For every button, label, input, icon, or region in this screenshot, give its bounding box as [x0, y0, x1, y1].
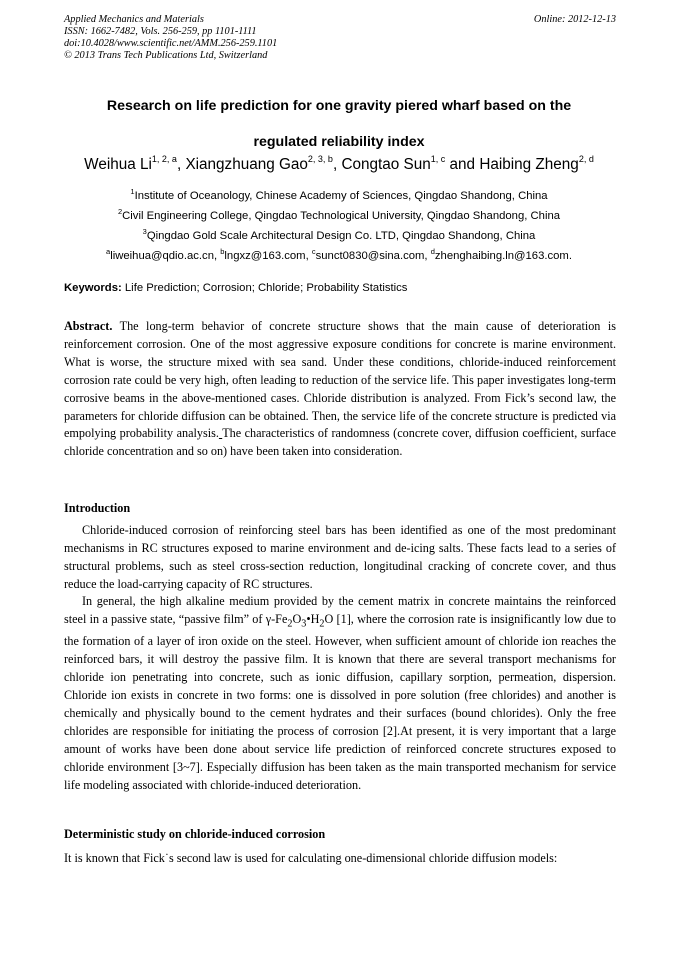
author-sup: 2, 3, b — [307, 154, 333, 164]
affiliation — [20, 186, 658, 206]
abstract-label: Abstract. — [64, 319, 113, 333]
abstract-text-cont: The characteristics of randomness (concrete cover, diffusion coefficient, surface chloride concentration and so on) have been taken into consideration. — [64, 426, 616, 459]
section-heading-introduction: Introduction — [64, 501, 131, 515]
author-separator: , — [176, 156, 186, 173]
email-sup: b — [220, 247, 225, 256]
title-line-1: Research on life prediction for one gravity piered wharf based on the — [106, 98, 572, 114]
keywords — [64, 280, 616, 296]
author-separator: , — [332, 156, 342, 173]
affiliation-text: Institute of Oceanology, Chinese Academy of Sciences, Qingdao Shandong, China — [134, 190, 548, 202]
affiliation-number: 3 — [142, 227, 147, 236]
author-name: Congtao Sun — [341, 156, 431, 173]
email-sup: d — [430, 247, 435, 256]
section-heading-deterministic: Deterministic study on chloride-induced corrosion — [64, 827, 326, 841]
email-address: lngxz@163.com, — [224, 250, 312, 262]
author-name: Weihua Li — [84, 156, 152, 173]
email-sup: a — [106, 247, 111, 256]
affiliation-text: Qingdao Gold Scale Architectural Design Co. LTD, Qingdao Shandong, China — [146, 230, 536, 242]
intro-paragraph-2 — [64, 593, 616, 794]
email-address: liweihua@qdio.ac.cn, — [110, 250, 221, 262]
email-address: sunct0830@sina.com, — [315, 250, 431, 262]
author-name: Xiangzhuang Gao — [185, 156, 308, 173]
subscript: 2 — [319, 618, 325, 630]
email-sup: c — [311, 247, 316, 256]
affiliation-number: 1 — [130, 187, 135, 196]
title-line-2: regulated reliability index — [253, 134, 425, 150]
email-list — [20, 246, 658, 266]
abstract — [64, 318, 616, 461]
paper-title — [40, 88, 638, 160]
affiliation — [20, 226, 658, 246]
keywords-label: Keywords: — [64, 282, 122, 294]
intro-p2-text: O [1], where the corrosion rate is insignificantly low due to the formation of a layer of iron oxide on the steel. However, when sufficient amount of chloride ion reaches the reinforced bars, it will destroy the passive film. It is known that there are several transport mechanisms for chloride ion penetrating into concrete, such as ionic diffusion, capillary sorption, permeation, dispersion. Chloride ion exists in concrete in two forms: one is dissolved in pore solution (free chlorides) and another is chemically and physically bound to the cement hydrates and their surfaces (bound chlorides). Only the free chlorides are responsible for initiating the process of corrosion [2].At present, it is very important that a large amount of works have been done about service life prediction of reinforced concrete structures exposed to chloride environment [3~7]. Especially diffusion has been taken as the main transported mechanism for service life modeling associated with chloride-induced deterioration. — [64, 611, 616, 792]
affiliation-text: Civil Engineering College, Qingdao Technological University, Qingdao Shandong, China — [122, 210, 561, 222]
author-name: Haibing Zheng — [479, 156, 579, 173]
author-sup: 1, c — [430, 154, 446, 164]
doi-line: doi:10.4028/www.scientific.net/AMM.256-259.1101 — [64, 38, 278, 49]
author-sup: 2, d — [578, 154, 594, 164]
journal-name: Applied Mechanics and Materials — [64, 14, 204, 25]
section2-paragraph-1: It is known that Fick˙s second law is used for calculating one-dimensional chloride diffusion models: — [64, 851, 558, 865]
online-date: Online: 2012-12-13 — [533, 14, 616, 25]
abstract-text: The long-term behavior of concrete structure shows that the main cause of deterioration is reinforcement corrosion. One of the most aggressive exposure conditions for concrete is marine environment. What is worse, the structure mixed with sea sand. Under these conditions, chloride-induced reinforcement corrosion rate could be very high, often leading to reduction of the service life. This paper investigates long-term corrosive beams in the above-mentioned cases. Chloride distribution is analyzed. From Fick’s second law, the parameters for chloride diffusion can be obtained. Then, the service life of the concrete structure is predicted via empolying probability analysis. — [64, 319, 616, 441]
journal-header — [64, 14, 616, 62]
intro-p2-text: In general, the high alkaline medium provided by the cement matrix in concrete maintains the reinforced steel in a passive state, “passive film” of γ-Fe — [64, 594, 616, 626]
subscript: 3 — [301, 618, 307, 630]
affiliations — [20, 186, 658, 266]
author-sup: 1, 2, a — [151, 154, 177, 164]
affiliation-number: 2 — [117, 207, 123, 216]
intro-paragraph-1: Chloride-induced corrosion of reinforcing steel bars has been identified as one of the most predominant mechanisms in RC structures exposed to marine environment and de-icing salts. These facts lead to a series of structural problems, such as steel cross-section reduction, longitudinal cracking of concrete cover, and thus reduce the load-carrying capacity of RC structures. — [64, 523, 616, 591]
keywords-text: Life Prediction; Corrosion; Chloride; Probability Statistics — [121, 282, 408, 294]
subscript: 2 — [287, 618, 293, 630]
intro-p2-text: O — [292, 611, 302, 626]
author-list — [20, 154, 658, 176]
affiliation — [20, 206, 658, 226]
intro-p2-text: •H — [306, 611, 320, 626]
issn-line: ISSN: 1662-7482, Vols. 256-259, pp 1101-1111 — [64, 26, 257, 37]
email-address: zhenghaibing.ln@163.com. — [434, 250, 572, 262]
copyright-line: © 2013 Trans Tech Publications Ltd, Switzerland — [64, 50, 268, 61]
author-separator: and — [445, 156, 480, 173]
